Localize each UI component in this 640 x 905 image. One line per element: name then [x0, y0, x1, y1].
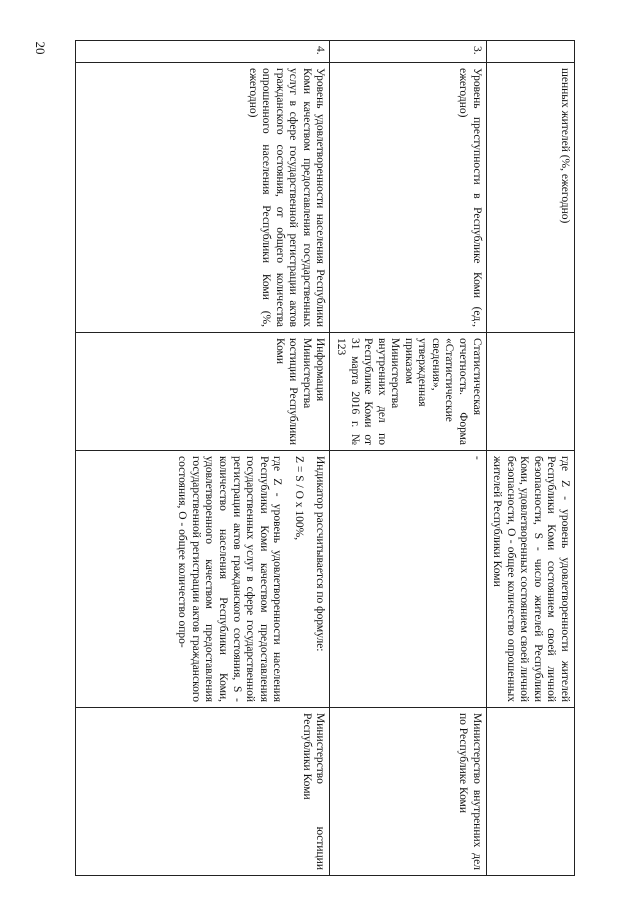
table-row: [330, 41, 486, 876]
formula: Z = S / O x 100%,: [292, 456, 305, 541]
page-number: 20: [33, 41, 48, 55]
data-source: [486, 333, 574, 451]
calculation-method: [330, 451, 486, 708]
row-number: 3.: [330, 41, 486, 63]
responsible-body: Министерство юстиции Республики Коми: [76, 708, 330, 876]
indicator-name: Уровень преступности в Республике Коми (ед., ежегодно): [330, 63, 486, 333]
responsible-body: [486, 708, 574, 876]
method-text: где Z - уровень удовлетворенности населения Республики Коми качеством предоставления государственных услуг в сфере государственной регистрации актов гражданского состояния, S - количество населения Республики Коми, удовлетворенного качеством предоставления государственной регистрации актов гражданского состояния, O - общее количество опро-: [176, 456, 284, 702]
row-number: [486, 41, 574, 63]
calculation-method: [76, 451, 330, 708]
indicator-name: Уровень удовлетворенности населения Республики Коми качеством предоставления государственных услуг в сфере государственной регистрации актов гражданского состояния, от общего количества опрошенного населения Республики Коми (%, ежегодно): [76, 63, 330, 333]
table-row: [486, 41, 574, 876]
indicators-table: [75, 40, 575, 876]
method-text: где Z - уровень удовлетворенности жителей Республики Коми состоянием своей личной безопасности, S - число жителей Республики Коми, удовлетворенных состоянием своей личной безопасности, O - общее количество опрошенных жителей Республики Коми: [491, 456, 571, 702]
calculation-method: [486, 451, 574, 708]
indicator-name: шенных жителей (%, ежегодно): [486, 63, 574, 333]
data-source: Статистическая отчетность. Форма «Статистические сведения», утвержденная приказом Министерства внутренних дел по Республике Коми от 31 марта 2016 г. № 123: [330, 333, 486, 451]
rotated-page: [75, 40, 575, 875]
method-intro: Индикатор рассчитывается по формуле:: [314, 456, 327, 652]
row-number: 4.: [76, 41, 330, 63]
data-source: Информация Министерства юстиции Республики Коми: [76, 333, 330, 451]
table-row: [76, 41, 330, 876]
method-text: -: [470, 456, 483, 460]
responsible-body: Министерство внутренних дел по Республике Коми: [330, 708, 486, 876]
